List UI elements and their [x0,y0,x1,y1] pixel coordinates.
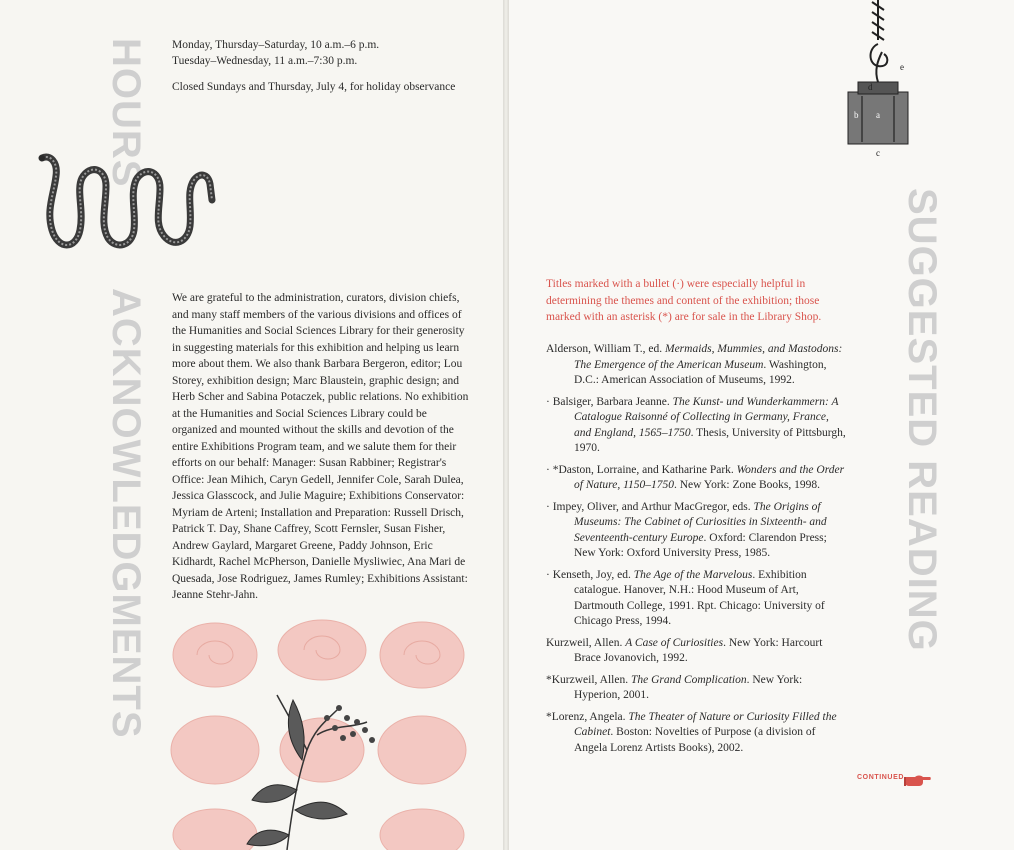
ref-title: A Case of Curiosities [625,636,724,649]
ref-author: · Kenseth, Joy, ed. [546,568,634,581]
hours-line-1: Monday, Thursday–Saturday, 10 a.m.–6 p.m. [172,39,380,51]
book-gutter [503,0,509,850]
ref-title: The Age of the Marvelous [633,568,753,581]
ref-author: *Kurzweil, Allen. [546,673,631,686]
continued-label: CONTINUED [857,774,905,781]
hours-block [172,37,492,95]
acknowledgments-heading: ACKNOWLEDGMENTS [104,288,148,739]
label-e: e [900,62,904,72]
reference-item [546,500,846,562]
reference-item [546,636,846,667]
ref-title: Mermaids, Mummies, and Mastodons: The Emergence of the American Museum [574,343,843,371]
ref-publication: . Washington, D.C.: American Association of Museums, 1992. [574,358,827,386]
label-c: c [876,148,880,158]
ref-publication: . Exhibition catalogue. Hanover, N.H.: Hood Museum of Art, Dartmouth College, 1991. Rpt. Chicago: University of Chicago Press, 1994. [574,568,825,627]
hours-closed-note: Closed Sundays and Thursday, July 4, for holiday observance [172,81,456,93]
snake-illustration [36,150,216,260]
reference-item [546,463,846,494]
ref-title: The Grand Complication [630,673,747,686]
reading-intro: Titles marked with a bullet (·) were especially helpful in determining the themes and content of the exhibition; those marked with an asterisk (*) are for sale in the Library Shop. [546,278,822,323]
pointing-hand-icon [903,772,931,788]
ref-title: Wonders and the Order of Nature, 1150–1750 [574,463,845,491]
ref-author: *Lorenz, Angela. [546,710,629,723]
reference-item [546,342,846,389]
label-b: b [854,110,859,120]
reference-item [546,568,846,630]
hours-heading: HOURS [104,38,148,188]
shells-illustration [167,610,467,850]
ref-author: Alderson, William T., ed. [546,343,665,355]
acknowledgments-text: We are grateful to the administration, curators, division chiefs, and many staff members of the various divisions and offices of the Humanities and Social Sciences Library for their generosity in suggesting materials for this exhibition and helping us learn more about them. We also thank Barbara Bergeron, editor; Lou Storey, exhibition design; Marc Blaustein, graphic design; and Herb Scher and Sabina Potaczek, public relations. No exhibition at the Humanities and Social Sciences Library could be organized and mounted without the skills and devotion of the entire Exhibitions Program team, and we salute them for their efforts on our behalf: Manager: Susan Rabbiner; Registrar's Office: Jean Mihich, Caryn Gedell, Jennifer Cole, Sarah Dulea, Jessica Glasscock, and Julie Maguire; Exhibitions Conservator: Myriam de Arteni; Installation and Preparation: Russell Drisch, Patrick T. Day, Shane Caffrey, Scott Fernsler, Susan Fisher, Andrew Gaylard, Margaret Greene, Paddy Johnson, Eric Kidhardt, Rachel McPherson, Danielle Mysliwiec, Ana Mari de Quesada, Jose Rodriguez, James Rumley; Exhibitions Assistant: Jeanne Stehr-Jahn. [172,292,469,601]
label-d: d [868,82,873,92]
ref-author: Kurzweil, Allen. [546,636,626,649]
label-a: a [876,110,880,120]
ref-author: · Impey, Oliver, and Arthur MacGregor, eds. [546,500,754,513]
reference-item [546,395,846,457]
ref-publication: . Oxford: Clarendon Press; New York: Oxford University Press, 1985. [574,531,827,559]
weight-illustration [838,0,918,160]
ref-title: The Origins of Museums: The Cabinet of Curiosities in Sixteenth- and Seventeenth-century Europe [574,500,827,544]
ref-publication: . New York: Zone Books, 1998. [674,479,820,491]
ref-publication: . Thesis, University of Pittsburgh, 1970. [574,426,846,454]
ref-publication: . New York: Hyperion, 2001. [574,673,803,701]
suggested-reading-heading: SUGGESTED READING [900,188,944,652]
reference-item [546,710,846,757]
reference-item [546,673,846,704]
ref-publication: . New York: Harcourt Brace Jovanovich, 1992. [574,636,823,664]
references-list [546,342,846,762]
ref-title: The Theater of Nature or Curiosity Filled the Cabinet [574,710,837,738]
hours-line-2: Tuesday–Wednesday, 11 a.m.–7:30 p.m. [172,55,358,67]
ref-title: The Kunst- und Wunderkammern: A Catalogue Raisonné of Collecting in Germany, France, and England, 1565–1750 [574,395,839,439]
ref-publication: . Boston: Novelties of Purpose (a division of Angela Lorenz Artists Books), 2002. [574,726,816,754]
ref-author: · Balsiger, Barbara Jeanne. [546,395,673,408]
ref-author: · *Daston, Lorraine, and Katharine Park. [546,463,737,476]
